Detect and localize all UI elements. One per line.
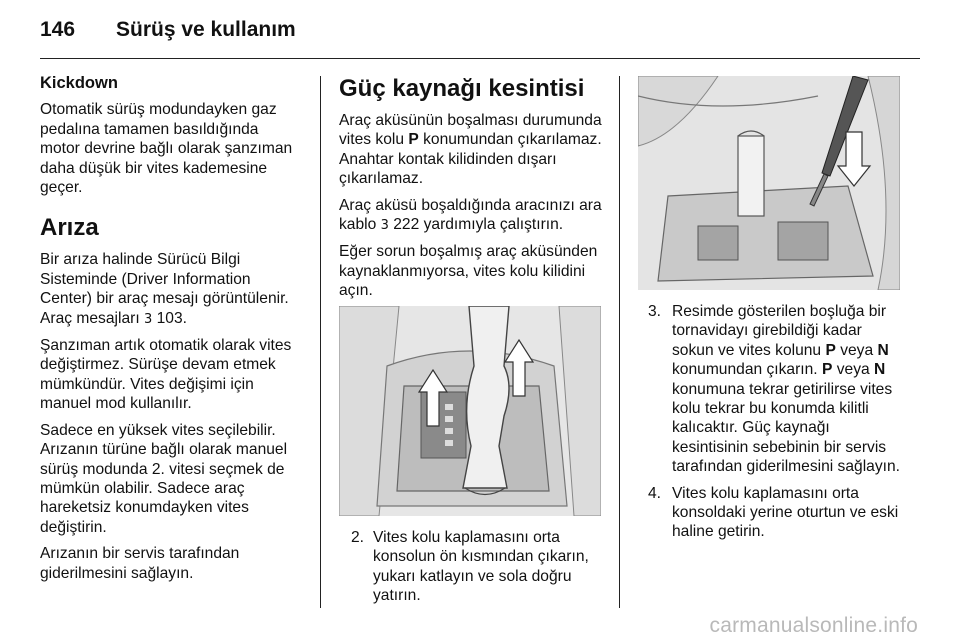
column-divider-2 [619,76,620,608]
ariza-heading: Arıza [40,214,99,242]
ariza-paragraph-4: Arızanın bir servis tarafından giderilmesini sağlayın. [40,545,240,582]
chapter-title: Sürüş ve kullanım [116,18,296,41]
ariza-paragraph-3: Sadece en yüksek vites seçilebilir. Arızanın türüne bağlı olarak manuel sürüş modunda 2. vitesi seçmek de mümkün olabilir. Sadece araç hareketsiz konumdayken vites değiştirin. [40,421,288,536]
column-2-lower [339,528,603,613]
step-4: 4. Vites kolu kaplamasını orta konsoldaki yerine oturtun ve eski haline getirin. [648,484,899,541]
page-reference-icon: 3 [380,218,389,234]
column-2 [339,74,603,334]
gear-lever-illustration [339,306,601,516]
ariza-paragraph-1: Bir arıza halinde Sürücü Bilgi Sisteminde (Driver Information Center) bir araç mesajı görüntülenir. Araç mesajları 3 103. [40,251,289,327]
page-number: 146 [40,18,76,41]
power-paragraph-2: Araç aküsü boşaldığında aracınızı ara kablo 3 222 yardımıyla çalıştırın. [339,196,602,234]
power-failure-heading: Güç kaynağı kesintisi [339,75,585,102]
power-paragraph-1: Araç aküsünün boşalması durumunda vites kolu P konumundan çıkarılamaz. Anahtar kontak kilidinden dışarı çıkarılamaz. [339,112,602,188]
kickdown-text: Otomatik sürüş modundayken gaz pedalına tamamen basıldığında motor devrine bağlı olarak şanzıman daha düşük bir vites kademesine geçer. [40,101,293,197]
watermark-text: carmanualsonline.info [709,614,918,637]
ariza-paragraph-2: Şanzıman artık otomatik olarak vites değiştirmez. Sürüşe devam etmek mümkündür. Vites değişimi için manuel mod kullanılır. [40,337,292,413]
step-2: 2. Vites kolu kaplamasını orta konsolun ön kısmından çıkarın, yukarı katlayın ve sola doğru yatırın. [351,529,589,605]
screwdriver-drawing [638,76,900,290]
header-rule [40,58,920,59]
power-paragraph-3: Eğer sorun boşalmış araç aküsünden kaynaklanmıyorsa, vites kolu kilidini açın. [339,243,598,300]
column-1 [40,74,302,590]
gear-lever-drawing [339,306,601,516]
screwdriver-illustration [638,76,900,290]
column-divider-1 [320,76,321,608]
kickdown-heading: Kickdown [40,74,118,92]
step-3: 3. Resimde gösterilen boşluğa bir tornavidayı girebildiği kadar sokun ve vites kolunu P veya N konumundan çıkarın. P veya N konumuna tekrar getirilirse vites kolu tekrar bu konumda kilitli kalıcaktır. Güç kaynağı kesintisinin sebebinin bir servis tarafından giderilmesini sağlayın. [648,303,900,476]
page-reference-icon: 3 [144,311,153,327]
column-3 [638,302,900,549]
